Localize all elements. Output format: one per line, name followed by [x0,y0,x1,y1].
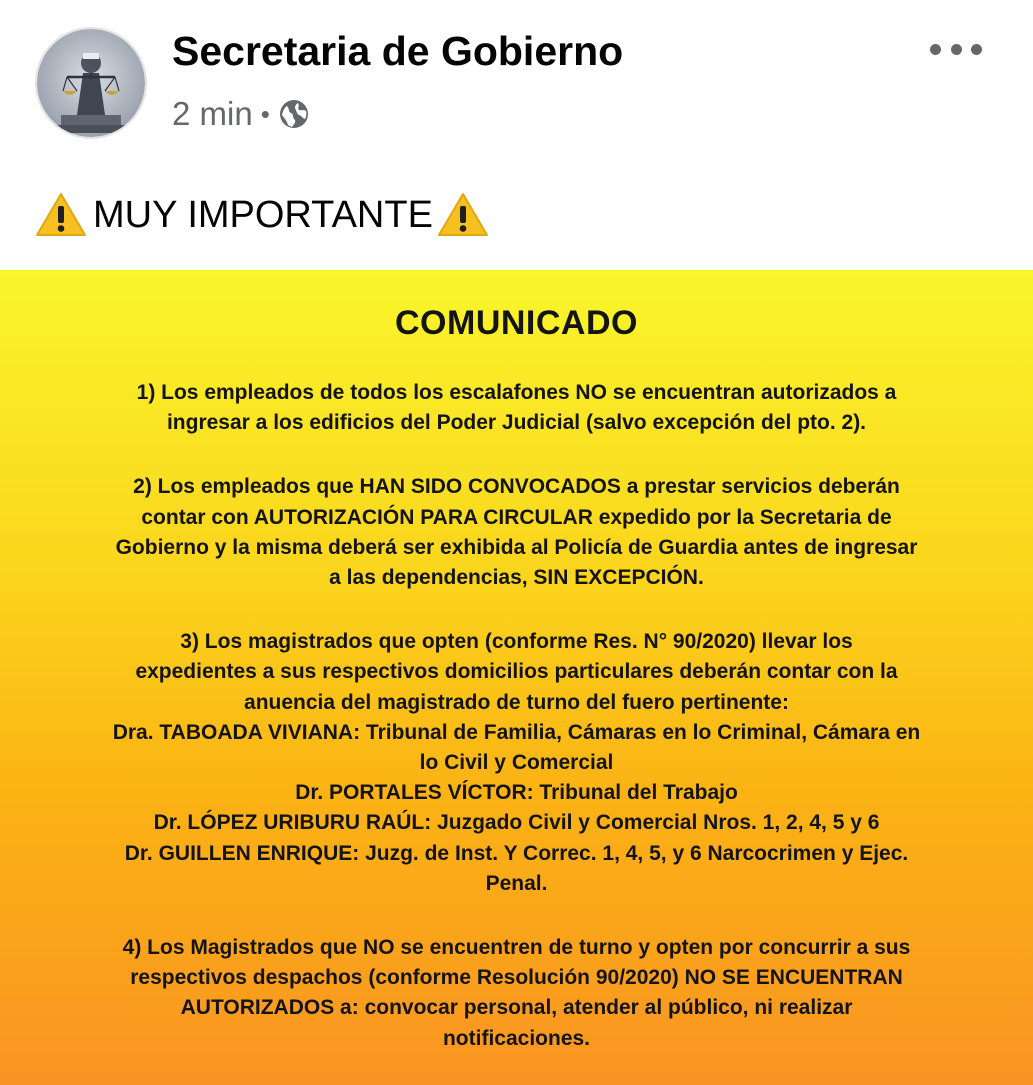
warning-icon [437,192,489,238]
poster-line: Gobierno y la misma deberá ser exhibida al Policía de Guardia antes de ingresar [115,535,918,559]
poster-line: lo Civil y Comercial [419,751,614,775]
post-headline [35,190,489,240]
paragraph-gap [20,438,1013,472]
poster-line: Penal. [485,871,548,895]
poster-line: a las dependencias, SIN EXCEPCIÓN. [329,566,704,590]
post-time[interactable]: 2 min [172,95,253,132]
poster-line: 1) Los empleados de todos los escalafones NO se encuentran autorizados a [136,381,897,404]
poster-title: COMUNICADO [395,304,638,342]
avatar[interactable] [35,27,147,139]
post-header [0,0,1033,270]
post-image[interactable] [0,270,1033,1085]
more-dot [930,44,941,55]
poster-line: respectivos despachos (conforme Resolución 90/2020) NO SE ENCUENTRAN [130,966,903,990]
poster-line: contar con AUTORIZACIÓN PARA CIRCULAR expedido por la Secretaria de [141,505,892,529]
poster-line: Dr. LÓPEZ URIBURU RAÚL: Juzgado Civil y Comercial Nros. 1, 2, 4, 5 y 6 [153,811,880,835]
warning-icon [35,192,87,238]
poster-line: ingresar a los edificios del Poder Judicial (salvo excepción del pto. 2). [166,411,867,435]
paragraph-gap [20,593,1013,627]
globe-icon[interactable] [278,98,310,130]
more-options-icon[interactable] [930,36,982,62]
poster-line: 2) Los empleados que HAN SIDO CONVOCADOS a prestar servicios deberán [133,475,900,499]
headline-text: MUY IMPORTANTE [93,193,433,236]
meta-separator: • [260,98,270,129]
poster-line: Dr. GUILLEN ENRIQUE: Juzg. de Inst. Y Correc. 1, 4, 5, y 6 Narcocrimen y Ejec. [124,841,909,865]
poster-line: Dr. PORTALES VÍCTOR: Tribunal del Trabajo [295,781,738,805]
poster-body [20,378,1013,1054]
paragraph-gap [20,899,1013,933]
more-dot [951,44,962,55]
poster-line: anuencia del magistrado de turno del fuero pertinente: [244,690,789,714]
poster-line: AUTORIZADOS a: convocar personal, atender al público, ni realizar [180,996,853,1020]
poster-line: notificaciones. [442,1026,591,1050]
poster-line: Dra. TABOADA VIVIANA: Tribunal de Familia, Cámaras en lo Criminal, Cámara en [112,720,921,744]
poster-line: expedientes a sus respectivos domicilios particulares deberán contar con la [135,660,898,684]
post-meta [172,92,310,136]
more-dot [971,44,982,55]
poster-line: 4) Los Magistrados que NO se encuentren de turno y opten por concurrir a sus [122,936,911,960]
poster-line: 3) Los magistrados que opten (conforme Res. N° 90/2020) llevar los [180,630,853,654]
page-name[interactable]: Secretaria de Gobierno [172,28,624,74]
justice-statue-icon [37,29,145,137]
